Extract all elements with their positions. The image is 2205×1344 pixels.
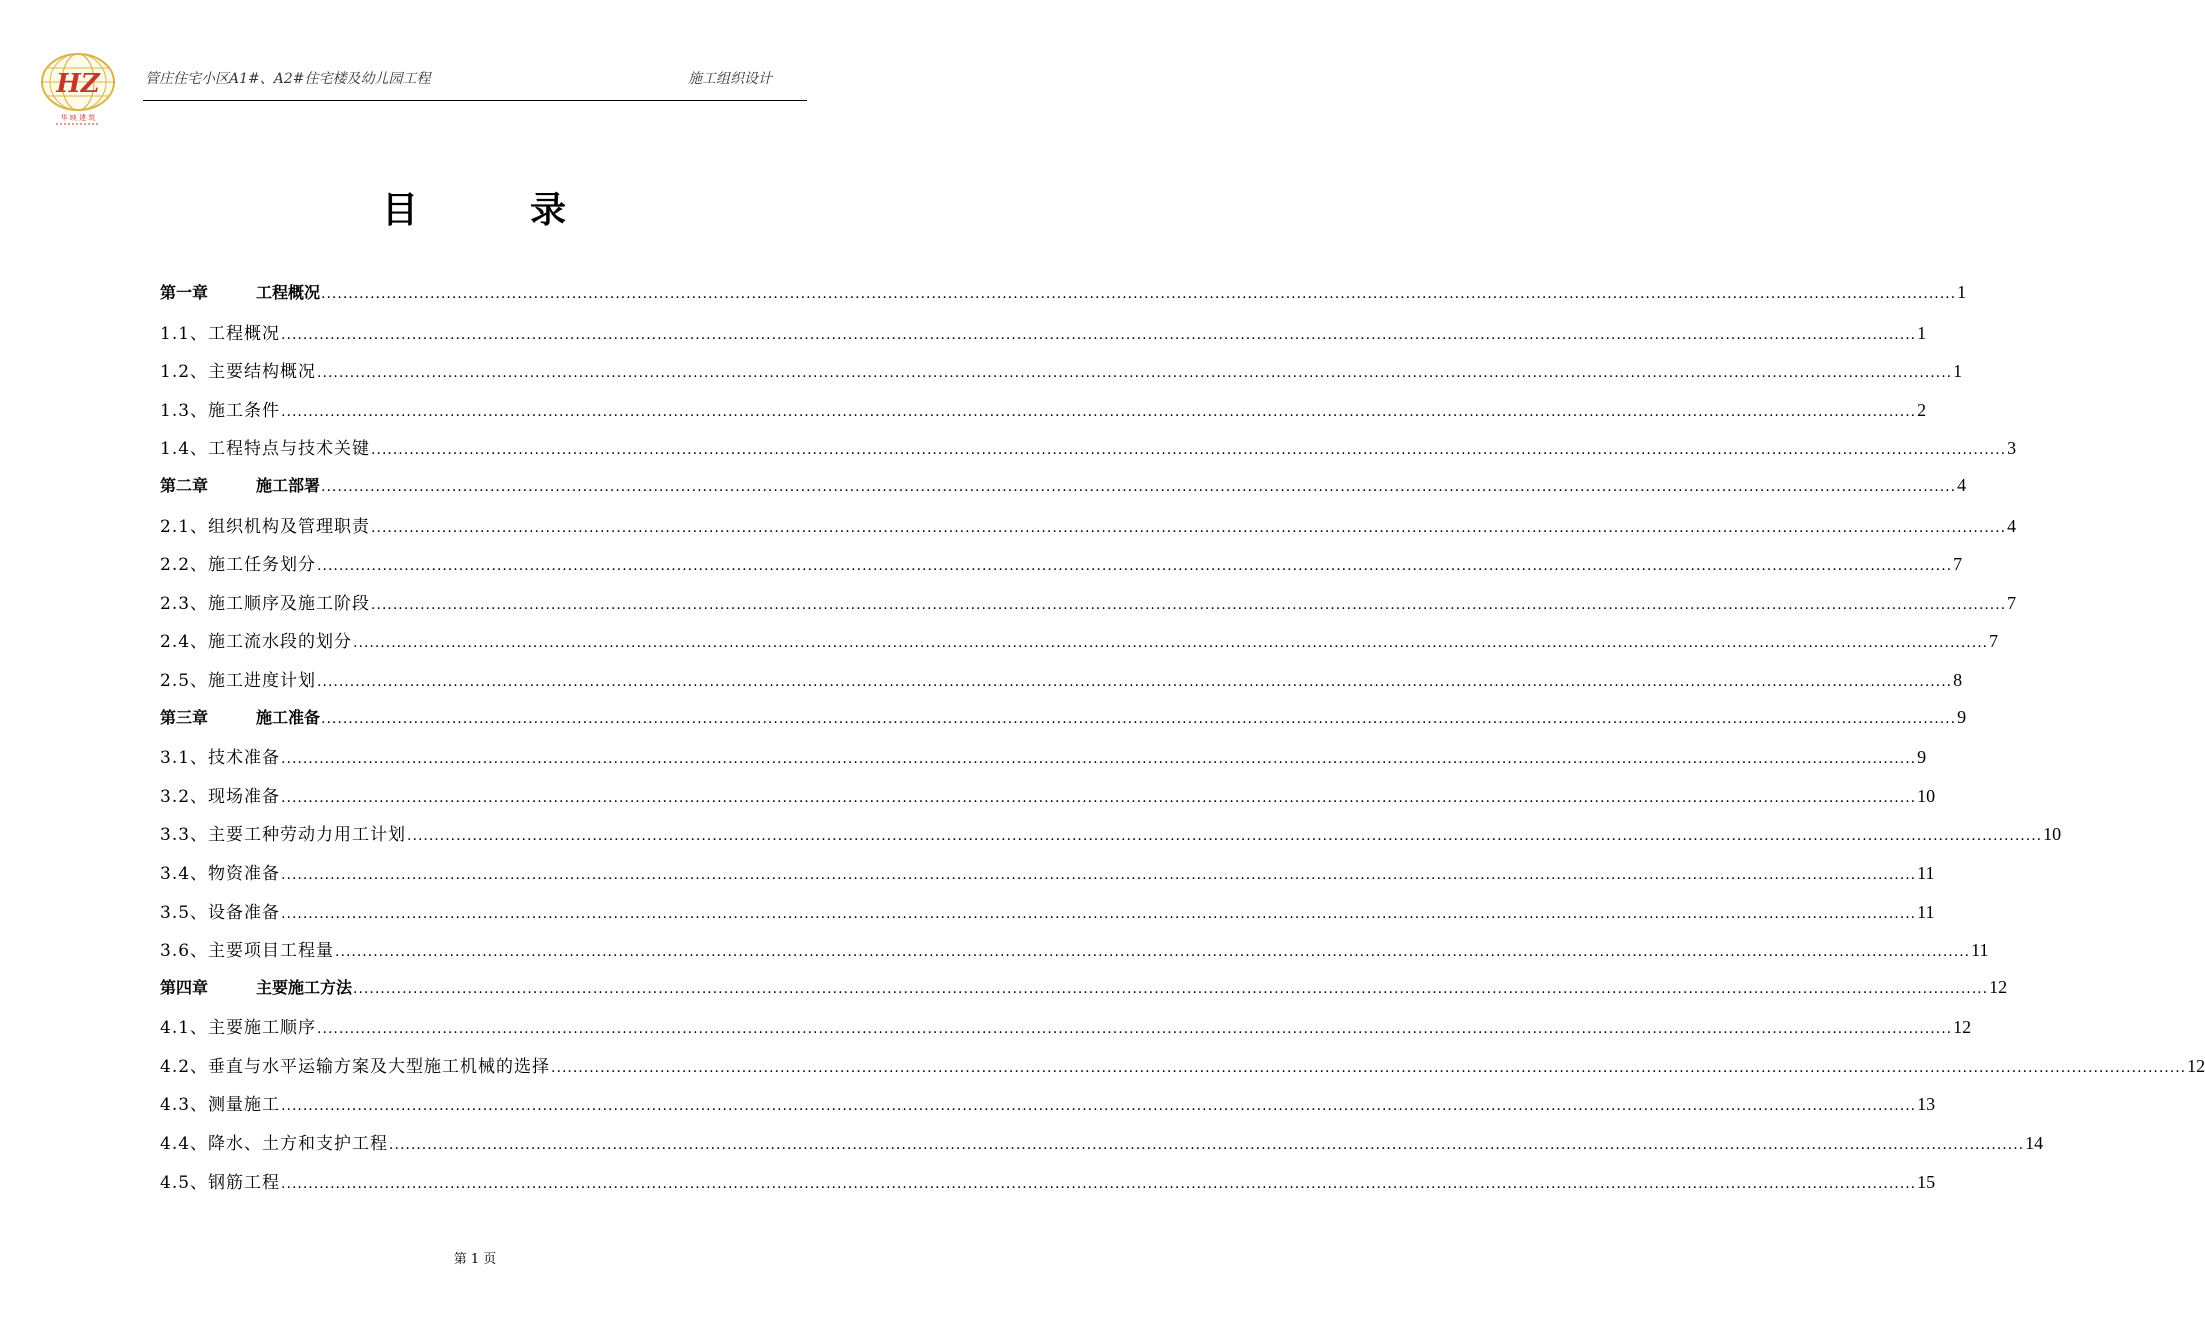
page-title	[0, 182, 950, 233]
toc-entry-text: 主要结构概况	[208, 362, 317, 383]
toc-section-row[interactable]	[160, 1090, 1936, 1129]
toc-entry-label	[160, 280, 320, 303]
toc-dot-leader: ............................................................................................................................................................................................................................................................................................................	[551, 1059, 2187, 1076]
header-divider	[143, 100, 807, 101]
toc-page-number: 15	[1917, 1171, 1936, 1192]
toc-entry-label	[160, 357, 316, 382]
toc-entry-text: 物资准备	[208, 863, 281, 884]
toc-entry-label	[160, 859, 280, 884]
toc-entry-text: 垂直与水平运输方案及大型施工机械的选择	[208, 1056, 551, 1077]
toc-entry-label	[160, 1129, 388, 1154]
toc-page-number: 4	[2007, 515, 2017, 536]
toc-dot-leader: ............................................................................................................................................................................................................................................................................................................	[335, 944, 1971, 961]
toc-entry-number: 4.1、	[160, 1018, 209, 1039]
toc-entry-number: 4.5、	[160, 1172, 209, 1193]
toc-dot-leader: ............................................................................................................................................................................................................................................................................................................	[281, 326, 1917, 343]
toc-section-row[interactable]	[160, 936, 1989, 975]
toc-section-row[interactable]	[160, 589, 2017, 628]
toc-page-number: 1	[1917, 322, 1927, 343]
toc-dot-leader: ............................................................................................................................................................................................................................................................................................................	[371, 596, 2007, 613]
toc-entry-label	[160, 1013, 316, 1038]
toc-entry-number: 2.4、	[160, 632, 209, 653]
toc-section-row[interactable]	[160, 743, 1927, 782]
toc-entry-label	[160, 434, 370, 459]
toc-entry-number: 2.5、	[160, 670, 209, 691]
toc-page-number: 11	[1917, 862, 1935, 883]
toc-page-number: 12	[1989, 976, 2008, 997]
toc-dot-leader: ............................................................................................................................................................................................................................................................................................................	[353, 980, 1989, 997]
toc-entry-number: 3.6、	[160, 941, 209, 962]
company-logo	[40, 50, 116, 126]
toc-entry-label	[160, 898, 280, 923]
toc-entry-text: 施工流水段的划分	[208, 632, 353, 653]
toc-entry-number: 4.3、	[160, 1095, 209, 1116]
toc-page-number: 3	[2007, 438, 2017, 459]
toc-page-number: 13	[1917, 1094, 1936, 1115]
toc-entry-number: 1.3、	[160, 400, 209, 421]
toc-entry-text: 技术准备	[208, 748, 281, 769]
toc-entry-label	[160, 473, 320, 496]
toc-page-number: 2	[1917, 399, 1927, 420]
toc-entry-label	[160, 1168, 280, 1193]
toc-dot-leader: ............................................................................................................................................................................................................................................................................................................	[281, 403, 1917, 420]
toc-entry-text: 主要施工顺序	[208, 1018, 317, 1039]
toc-section-row[interactable]	[160, 820, 2062, 859]
toc-dot-leader: ............................................................................................................................................................................................................................................................................................................	[321, 710, 1957, 727]
toc-entry-label	[160, 936, 334, 961]
toc-dot-leader: ............................................................................................................................................................................................................................................................................................................	[317, 558, 1953, 575]
toc-section-row[interactable]	[160, 1168, 1936, 1207]
toc-dot-leader: ............................................................................................................................................................................................................................................................................................................	[321, 286, 1957, 302]
toc-section-row[interactable]	[160, 1052, 2205, 1091]
toc-entry-number: 1.2、	[160, 362, 209, 383]
toc-entry-number: 1.1、	[160, 323, 209, 344]
toc-entry-label	[160, 627, 352, 652]
toc-page-number: 10	[1917, 785, 1936, 806]
toc-dot-leader: ............................................................................................................................................................................................................................................................................................................	[317, 365, 1953, 382]
toc-entry-number: 2.1、	[160, 516, 209, 537]
toc-page-number: 8	[1953, 669, 1963, 690]
toc-dot-leader: ............................................................................................................................................................................................................................................................................................................	[281, 866, 1917, 883]
toc-section-row[interactable]	[160, 319, 1927, 358]
header-project-name: 管庄住宅小区A1#、A2#住宅楼及幼儿园工程	[145, 71, 431, 87]
toc-chapter-row[interactable]	[160, 975, 2008, 1014]
toc-entry-number: 1.4、	[160, 439, 209, 460]
toc-entry-label	[160, 589, 370, 614]
toc-entry-label	[160, 666, 316, 691]
toc-page-number: 1	[1957, 282, 1967, 302]
toc-entry-label	[160, 743, 280, 768]
toc-dot-leader: ............................................................................................................................................................................................................................................................................................................	[281, 1098, 1917, 1115]
toc-page-number: 11	[1917, 901, 1935, 922]
toc-entry-number: 第一章	[160, 283, 209, 302]
toc-page-number: 9	[1917, 747, 1927, 768]
toc-section-row[interactable]	[160, 859, 1935, 898]
toc-chapter-row[interactable]	[160, 280, 1967, 319]
toc-dot-leader: ............................................................................................................................................................................................................................................................................................................	[321, 478, 1957, 495]
header-doc-type: 施工组织设计	[688, 71, 772, 87]
toc-entry-text: 施工部署	[256, 475, 321, 495]
toc-entry-label	[160, 975, 352, 998]
toc-entry-text: 主要施工方法	[256, 977, 353, 997]
toc-dot-leader: ............................................................................................................................................................................................................................................................................................................	[281, 1175, 1917, 1192]
toc-entry-text: 钢筋工程	[208, 1172, 281, 1193]
toc-page-number: 7	[2007, 592, 2017, 613]
title-char-1: 目	[381, 190, 420, 231]
table-of-contents	[160, 280, 2205, 1206]
toc-entry-number: 3.3、	[160, 825, 209, 846]
toc-entry-text: 主要项目工程量	[208, 941, 335, 962]
toc-entry-label	[160, 512, 370, 537]
toc-entry-label	[160, 396, 280, 421]
toc-section-row[interactable]	[160, 512, 2017, 551]
logo-caption: 华 映 建 筑	[60, 114, 96, 122]
toc-entry-label	[160, 319, 280, 344]
toc-entry-text: 测量施工	[208, 1095, 281, 1116]
toc-entry-text: 施工顺序及施工阶段	[208, 593, 371, 614]
toc-section-row[interactable]	[160, 357, 1963, 396]
toc-entry-number: 3.4、	[160, 863, 209, 884]
toc-entry-text: 工程概况	[256, 283, 321, 302]
toc-entry-number: 第三章	[160, 707, 209, 727]
toc-entry-label	[160, 705, 320, 728]
toc-dot-leader: ............................................................................................................................................................................................................................................................................................................	[407, 828, 2043, 845]
toc-entry-number: 第二章	[160, 475, 209, 495]
toc-dot-leader: ............................................................................................................................................................................................................................................................................................................	[389, 1137, 2025, 1154]
toc-entry-text: 工程特点与技术关键	[208, 439, 371, 460]
toc-entry-number: 4.2、	[160, 1056, 209, 1077]
toc-entry-number: 3.2、	[160, 786, 209, 807]
toc-section-row[interactable]	[160, 666, 1963, 705]
toc-entry-number: 4.4、	[160, 1134, 209, 1155]
toc-section-row[interactable]	[160, 434, 2017, 473]
toc-entry-label	[160, 782, 280, 807]
toc-dot-leader: ............................................................................................................................................................................................................................................................................................................	[281, 751, 1917, 768]
toc-entry-text: 主要工种劳动力用工计划	[208, 825, 407, 846]
toc-entry-label	[160, 1090, 280, 1115]
toc-entry-text: 降水、土方和支护工程	[208, 1134, 389, 1155]
title-char-2: 录	[530, 190, 569, 231]
toc-entry-label	[160, 820, 406, 845]
toc-dot-leader: ............................................................................................................................................................................................................................................................................................................	[353, 635, 1989, 652]
toc-page-number: 11	[1971, 940, 1989, 961]
svg-text:HZ: HZ	[56, 69, 100, 99]
toc-entry-text: 施工准备	[256, 707, 321, 727]
toc-entry-text: 设备准备	[208, 902, 281, 923]
toc-entry-text: 工程概况	[208, 323, 281, 344]
toc-entry-text: 施工条件	[208, 400, 281, 421]
toc-dot-leader: ............................................................................................................................................................................................................................................................................................................	[317, 673, 1953, 690]
toc-entry-text: 施工任务划分	[208, 555, 317, 576]
toc-entry-text: 组织机构及管理职责	[208, 516, 371, 537]
toc-page-number: 9	[1957, 706, 1967, 727]
toc-page-number: 10	[2043, 824, 2062, 845]
toc-chapter-row[interactable]	[160, 473, 1967, 512]
toc-entry-label	[160, 550, 316, 575]
toc-dot-leader: ............................................................................................................................................................................................................................................................................................................	[281, 905, 1917, 922]
toc-page-number: 4	[1957, 474, 1967, 495]
toc-page-number: 7	[1989, 631, 1999, 652]
toc-section-row[interactable]	[160, 782, 1936, 821]
toc-entry-number: 3.1、	[160, 748, 209, 769]
toc-dot-leader: ............................................................................................................................................................................................................................................................................................................	[281, 789, 1917, 806]
toc-entry-text: 现场准备	[208, 786, 281, 807]
toc-section-row[interactable]	[160, 627, 1999, 666]
toc-entry-label	[160, 1052, 550, 1077]
toc-entry-number: 2.2、	[160, 555, 209, 576]
toc-section-row[interactable]	[160, 898, 1935, 937]
page-footer: 第 1 页	[453, 1252, 497, 1267]
toc-section-row[interactable]	[160, 396, 1927, 435]
toc-entry-number: 2.3、	[160, 593, 209, 614]
toc-section-row[interactable]	[160, 550, 1963, 589]
toc-dot-leader: ............................................................................................................................................................................................................................................................................................................	[371, 519, 2007, 536]
toc-page-number: 12	[2187, 1055, 2205, 1076]
toc-section-row[interactable]	[160, 1013, 1972, 1052]
toc-dot-leader: ............................................................................................................................................................................................................................................................................................................	[317, 1021, 1953, 1038]
toc-dot-leader: ............................................................................................................................................................................................................................................................................................................	[371, 442, 2007, 459]
toc-entry-number: 3.5、	[160, 902, 209, 923]
toc-entry-number: 第四章	[160, 977, 209, 997]
toc-entry-text: 施工进度计划	[208, 670, 317, 691]
toc-chapter-row[interactable]	[160, 705, 1967, 744]
toc-page-number: 1	[1953, 361, 1963, 382]
toc-page-number: 14	[2025, 1133, 2044, 1154]
toc-section-row[interactable]	[160, 1129, 2044, 1168]
toc-page-number: 7	[1953, 554, 1963, 575]
toc-page-number: 12	[1953, 1017, 1972, 1038]
